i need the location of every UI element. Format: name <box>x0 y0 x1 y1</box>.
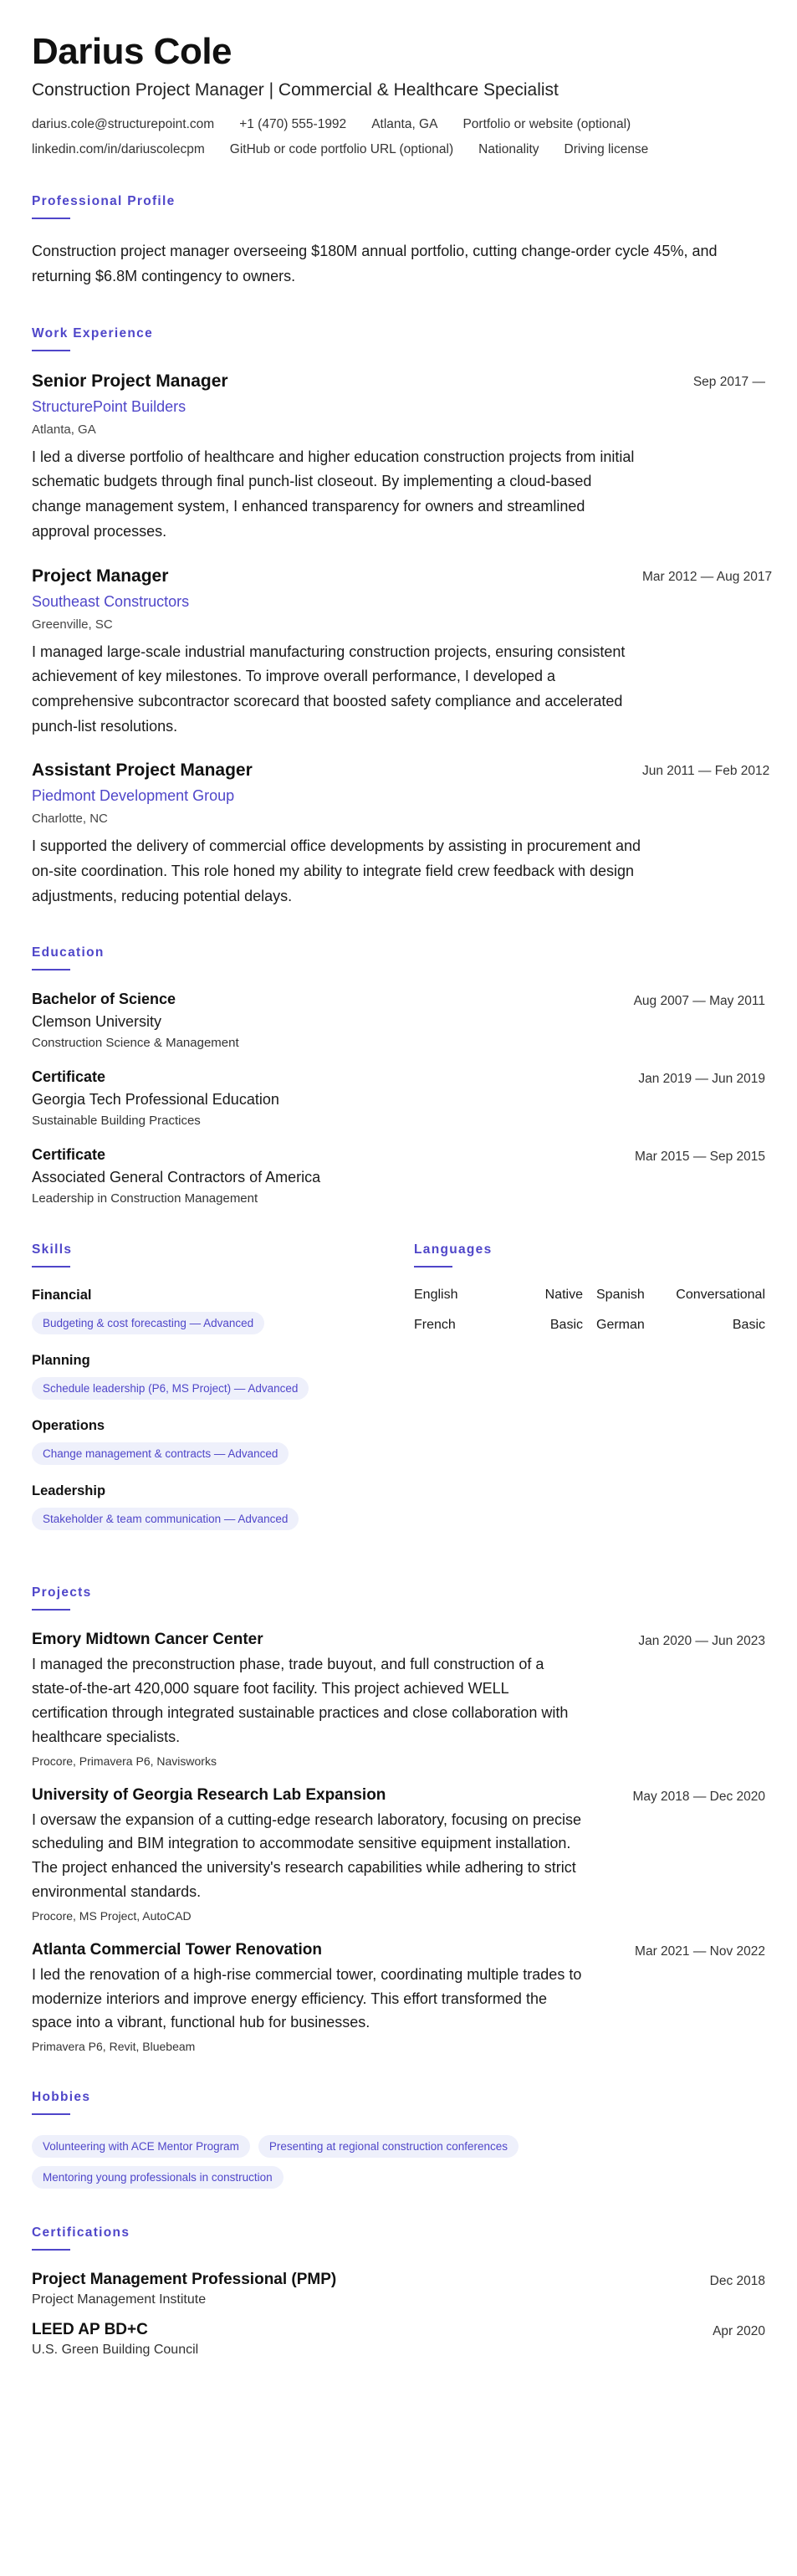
section-divider <box>32 2113 70 2115</box>
hobbies-section <box>32 2090 765 2189</box>
education-degree: Bachelor of Science <box>32 991 176 1008</box>
candidate-name: Darius Cole <box>32 31 232 72</box>
language-name: German <box>596 1318 645 1333</box>
job-company: Southeast Constructors <box>32 592 190 610</box>
job-title: Senior Project Manager <box>32 371 228 391</box>
experience-section <box>32 325 773 909</box>
education-degree: Certificate <box>32 1068 106 1086</box>
education-date: Jan 2019 — Jun 2019 <box>638 1072 765 1087</box>
skill-category: Financial <box>32 1288 92 1303</box>
skill-category: Planning <box>32 1353 90 1369</box>
hobby-pill: Presenting at regional construction conferences <box>258 2135 519 2158</box>
skill-pill: Change management & contracts — Advanced <box>32 1442 289 1465</box>
certification-org: U.S. Green Building Council <box>32 2343 199 2358</box>
project-entry <box>32 1786 765 1923</box>
skill-category: Operations <box>32 1418 105 1434</box>
section-title: Professional Profile <box>32 194 176 209</box>
project-entry <box>32 1631 765 1767</box>
section-divider <box>414 1266 452 1268</box>
certification-date: Dec 2018 <box>709 2274 765 2289</box>
education-field: Construction Science & Management <box>32 1036 239 1051</box>
skill-pill: Schedule leadership (P6, MS Project) — Advanced <box>32 1377 309 1400</box>
skills-languages-row <box>32 1242 765 1549</box>
profile-section <box>32 194 765 289</box>
project-description: I led the renovation of a high-rise commercial tower, coordinating multiple trades to modernize interiors and improve energy efficiency. This effort transformed the space into a vibrant, functional hub for businesses. <box>32 1965 582 2031</box>
certification-name: Project Management Professional (PMP) <box>32 2271 337 2289</box>
skill-group <box>32 1288 375 1334</box>
job-title: Project Manager <box>32 566 169 586</box>
hobby-pill: Mentoring young professionals in construction <box>32 2166 284 2189</box>
education-section <box>32 945 765 1206</box>
education-school: Associated General Contractors of America <box>32 1169 321 1186</box>
job-entry <box>32 761 770 909</box>
education-field: Leadership in Construction Management <box>32 1191 258 1206</box>
section-title: Certifications <box>32 2225 130 2241</box>
skill-pill: Budgeting & cost forecasting — Advanced <box>32 1312 264 1334</box>
education-school: Georgia Tech Professional Education <box>32 1091 279 1109</box>
candidate-headline: Construction Project Manager | Commercial & Healthcare Specialist <box>32 80 559 100</box>
contact-nationality: Nationality <box>478 142 539 157</box>
job-description: I managed large-scale industrial manufacturing construction projects, ensuring consistent achievement of key milestones. To improve overall performance, I developed a comprehensive subcontractor scorecard that boosted safety compliance and accelerated punch-list resolutions. <box>32 643 626 735</box>
resume-header <box>32 32 765 157</box>
language-level: Native <box>544 1288 583 1303</box>
job-description: I led a diverse portfolio of healthcare and higher education construction projects from initial schematic budgets through final punch-list closeout. By implementing a cloud-based change management system, I enhanced transparency for owners and streamlined approval processes. <box>32 448 635 540</box>
section-divider <box>32 1609 70 1611</box>
projects-section <box>32 1585 765 2053</box>
education-degree: Certificate <box>32 1146 106 1164</box>
section-title: Education <box>32 945 105 960</box>
certification-entry <box>32 2271 765 2307</box>
skill-category: Leadership <box>32 1483 106 1499</box>
section-divider <box>32 350 70 351</box>
language-name: French <box>414 1318 456 1333</box>
education-school: Clemson University <box>32 1013 162 1031</box>
section-title: Projects <box>32 1585 92 1600</box>
project-entry <box>32 1941 765 2053</box>
project-name: Emory Midtown Cancer Center <box>32 1631 263 1649</box>
certification-entry <box>32 2321 765 2358</box>
section-divider <box>32 1266 70 1268</box>
skills-section <box>32 1242 375 1549</box>
contact-location: Atlanta, GA <box>371 117 438 132</box>
contact-portfolio[interactable]: Portfolio or website (optional) <box>462 117 631 132</box>
language-name: Spanish <box>596 1288 645 1303</box>
project-name: University of Georgia Research Lab Expansion <box>32 1785 386 1804</box>
skill-group <box>32 1353 375 1400</box>
languages-grid <box>414 1288 765 1333</box>
skill-pill: Stakeholder & team communication — Advanced <box>32 1508 299 1530</box>
language-item <box>414 1318 583 1333</box>
certification-org: Project Management Institute <box>32 2292 207 2307</box>
contact-driving-license: Driving license <box>564 142 649 157</box>
job-date: Sep 2017 — <box>692 374 765 389</box>
certification-date: Apr 2020 <box>713 2324 765 2339</box>
section-title: Work Experience <box>32 325 153 341</box>
project-date: Mar 2021 — Nov 2022 <box>635 1944 765 1959</box>
project-date: May 2018 — Dec 2020 <box>632 1789 765 1804</box>
education-entry <box>32 991 765 1050</box>
section-title: Skills <box>32 1242 73 1257</box>
section-divider <box>32 969 70 970</box>
language-item <box>596 1318 765 1333</box>
education-date: Aug 2007 — May 2011 <box>633 994 765 1009</box>
certifications-section <box>32 2225 765 2358</box>
education-date: Mar 2015 — Sep 2015 <box>635 1150 765 1165</box>
job-description: I supported the delivery of commercial office developments by assisting in procurement and on-site coordination. This role honed my ability to integrate field crew feedback with design adjustments, reducing potential delays. <box>32 837 641 904</box>
section-divider <box>32 2249 70 2251</box>
section-title: Languages <box>414 1242 493 1257</box>
education-field: Sustainable Building Practices <box>32 1114 201 1129</box>
contact-info <box>32 117 765 157</box>
job-location: Greenville, SC <box>32 617 113 632</box>
job-title: Assistant Project Manager <box>32 761 253 781</box>
language-level: Conversational <box>676 1288 765 1303</box>
education-entry <box>32 1068 765 1128</box>
job-company: StructurePoint Builders <box>32 397 186 415</box>
job-date: Jun 2011 — Feb 2012 <box>642 764 770 779</box>
project-tools: Procore, MS Project, AutoCAD <box>32 1908 192 1923</box>
job-location: Charlotte, NC <box>32 812 108 827</box>
language-name: English <box>414 1288 458 1303</box>
language-level: Basic <box>732 1318 765 1333</box>
project-tools: Procore, Primavera P6, Navisworks <box>32 1754 217 1768</box>
section-title: Hobbies <box>32 2090 91 2105</box>
language-item <box>414 1288 583 1303</box>
skill-group <box>32 1483 375 1530</box>
contact-github[interactable]: GitHub or code portfolio URL (optional) <box>229 142 454 157</box>
job-company: Piedmont Development Group <box>32 787 235 805</box>
section-divider <box>32 218 70 219</box>
education-entry <box>32 1146 765 1206</box>
project-name: Atlanta Commercial Tower Renovation <box>32 1940 322 1959</box>
hobbies-list <box>32 2135 768 2189</box>
language-level: Basic <box>549 1318 583 1333</box>
job-entry <box>32 566 773 740</box>
languages-section <box>414 1242 765 1549</box>
job-entry <box>32 371 765 545</box>
contact-phone[interactable]: +1 (470) 555-1992 <box>239 117 347 132</box>
project-tools: Primavera P6, Revit, Bluebeam <box>32 2040 196 2054</box>
skill-group <box>32 1418 375 1465</box>
profile-summary: Construction project manager overseeing $180M annual portfolio, cutting change-order cycle 45%, and returning $6.8M contingency to owners. <box>32 243 718 285</box>
project-description: I oversaw the expansion of a cutting-edge research laboratory, focusing on precise scheduling and BIM integration to accommodate sensitive equipment installation. The project enhanced the university's research capabilities while adhering to strict environmental standards. <box>32 1810 582 1900</box>
project-description: I managed the preconstruction phase, trade buyout, and full construction of a state-of-the-art 420,000 square foot facility. This project achieved WELL certification through integrated sustainable practices and close collaboration with healthcare specialists. <box>32 1656 569 1745</box>
hobby-pill: Volunteering with ACE Mentor Program <box>32 2135 250 2158</box>
project-date: Jan 2020 — Jun 2023 <box>638 1634 765 1649</box>
certification-name: LEED AP BD+C <box>32 2321 148 2339</box>
contact-linkedin[interactable]: linkedin.com/in/dariuscolecpm <box>32 142 205 157</box>
job-date: Mar 2012 — Aug 2017 <box>642 569 773 584</box>
language-item <box>596 1288 765 1303</box>
job-location: Atlanta, GA <box>32 422 96 437</box>
contact-email[interactable]: darius.cole@structurepoint.com <box>32 117 215 132</box>
